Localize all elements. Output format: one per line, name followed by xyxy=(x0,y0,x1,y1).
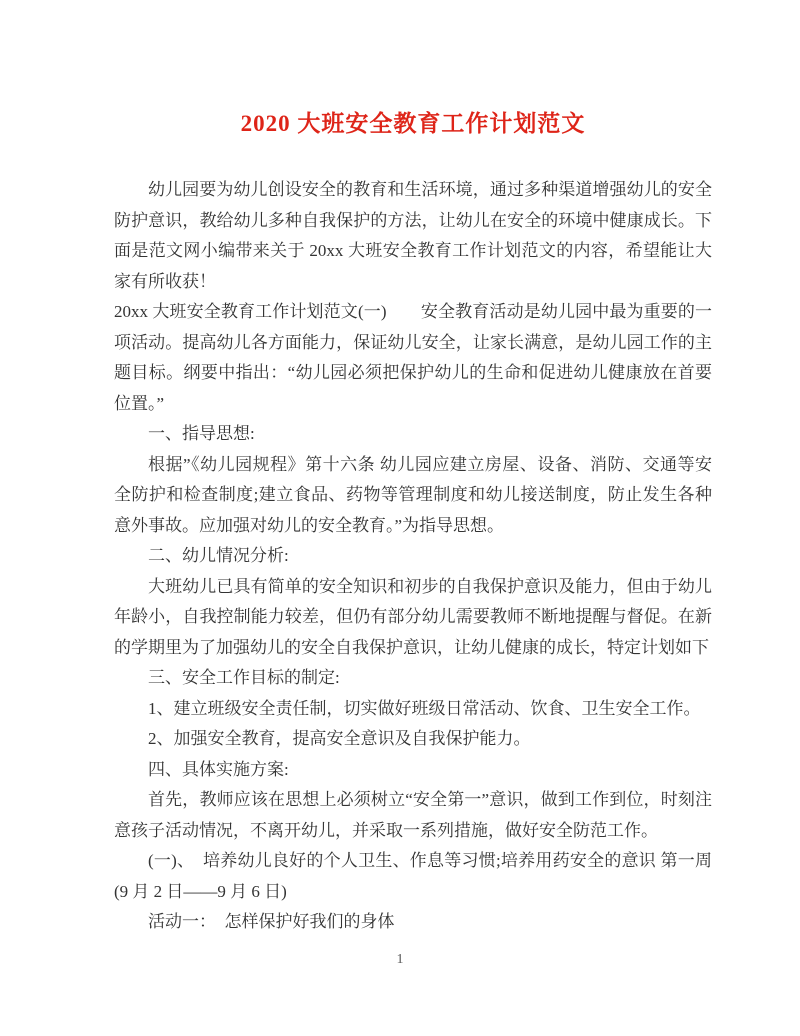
paragraph: 二、幼儿情况分析: xyxy=(148,546,289,565)
paragraph: 2、加强安全教育，提高安全意识及自我保护能力。 xyxy=(148,729,531,748)
paragraph: 幼儿园要为幼儿创设安全的教育和生活环境，通过多种渠道增强幼儿的安全防护意识，教给幼儿多种自我保护的方法，让幼儿在安全的环境中健康成长。下面是范文网小编带来关于 20xx 大班安全教育工作计划范文的内容，希望能让大家有所收获！ xyxy=(114,180,712,291)
paragraph: 三、安全工作目标的制定: xyxy=(148,668,340,687)
paragraph: 大班幼儿已具有简单的安全知识和初步的自我保护意识及能力，但由于幼儿年龄小，自我控制能力较差，但仍有部分幼儿需要教师不断地提醒与督促。在新的学期里为了加强幼儿的安全自我保护意识，让幼儿健康的成长，特定计划如下 xyxy=(114,576,712,657)
paragraph: 首先，教师应该在思想上必须树立“安全第一”意识，做到工作到位，时刻注意孩子活动情况，不离开幼儿，并采取一系列措施，做好安全防范工作。 xyxy=(114,790,712,840)
paragraph: 1、建立班级安全责任制，切实做好班级日常活动、饮食、卫生安全工作。 xyxy=(148,698,701,718)
paragraph: 四、具体实施方案: xyxy=(148,759,289,779)
page-number: 1 xyxy=(396,952,404,967)
document-body xyxy=(114,175,712,938)
paragraph: 根据”《幼儿园规程》第十六条 幼儿园应建立房屋、设备、消防、交通等安全防护和检查制度;建立食品、药物等管理制度和幼儿接送制度，防止发生各种意外事故。应加强对幼儿的安全教育。”为指导思想。 xyxy=(114,454,712,535)
paragraph: 活动一： 怎样保护好我们的身体 xyxy=(148,912,395,931)
paragraph: 一、指导思想: xyxy=(148,424,255,443)
paragraph: (一)、 培养幼儿良好的个人卫生、作息等习惯;培养用药安全的意识 第一周(9 月 2 日——9 月 6 日) xyxy=(114,851,712,901)
paragraph: 20xx 大班安全教育工作计划范文(一) 安全教育活动是幼儿园中最为重要的一项活动。提高幼儿各方面能力，保证幼儿安全，让家长满意，是幼儿园工作的主题目标。纲要中指出：“幼儿园必须把保护幼儿的生命和促进幼儿健康放在首要位置。” xyxy=(114,302,712,413)
document-title: 2020 大班安全教育工作计划范文 xyxy=(240,111,586,136)
